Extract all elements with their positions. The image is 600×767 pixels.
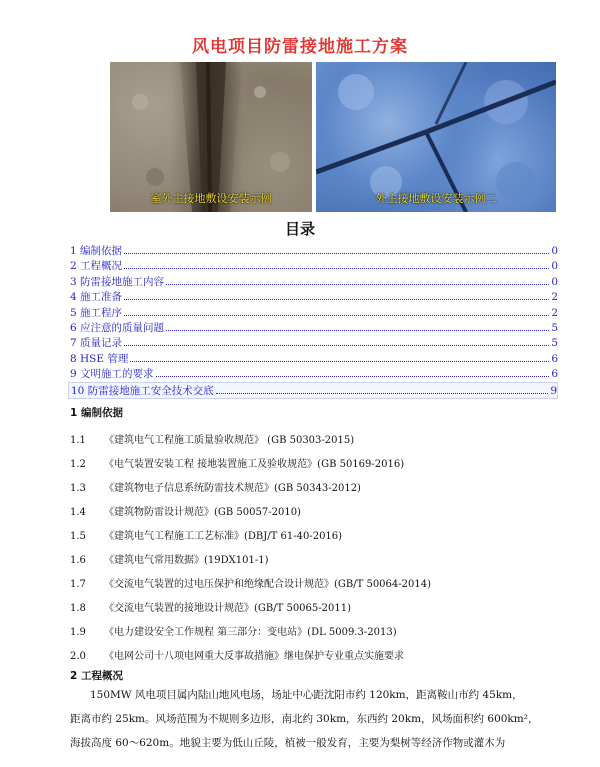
reference-item	[70, 551, 269, 566]
toc-item[interactable]	[70, 335, 558, 350]
reference-number: 1.1	[70, 435, 86, 446]
photo-outdoor-grounding	[110, 62, 312, 212]
toc-item-label: 9 文明施工的要求	[70, 368, 154, 381]
section-heading: 1 编制依据	[70, 407, 123, 419]
toc-item-label: 7 质量记录	[70, 337, 123, 350]
reference-number: 1.3	[70, 483, 86, 494]
reference-text: 《电力建设安全工作规程 第三部分：变电站》(DL 5009.3-2013)	[104, 627, 397, 638]
reference-item	[70, 503, 301, 518]
toc-item-page: 5	[551, 321, 558, 334]
reference-text: 《建筑物防雷设计规范》(GB 50057-2010)	[104, 507, 301, 518]
reference-number: 1.7	[70, 579, 86, 590]
table-of-contents	[70, 243, 558, 399]
photo-grounding-example	[316, 62, 556, 212]
paragraph-line: 海拔高度 60～620m。地貌主要为低山丘陵，植被一般发育，主要为梨树等经济作物或灌木为	[70, 737, 506, 749]
toc-leader	[156, 366, 550, 377]
reference-text: 《建筑物电子信息系统防雷技术规范》(GB 50343-2012)	[104, 483, 361, 494]
toc-leader	[124, 305, 549, 316]
toc-item-label: 3 防雷接地施工内容	[70, 275, 165, 288]
reference-text: 《建筑电气工程施工质量验收规范》 (GB 50303-2015)	[104, 435, 355, 446]
toc-leader	[166, 274, 549, 285]
reference-text: 《建筑电气常用数据》(19DX101-1)	[104, 555, 269, 566]
reference-number: 1.8	[70, 603, 86, 614]
toc-item-label: 8 HSE 管理	[70, 352, 129, 365]
paragraph-line: 距离市约 25km。风场范围为不规则多边形，南北约 30km，东西约 20km，风场面积约 600km²，	[70, 713, 539, 725]
reference-text: 《电网公司十八项电网重大反事故措施》继电保护专业重点实施要求	[104, 651, 404, 662]
reference-number: 1.6	[70, 555, 86, 566]
toc-item[interactable]	[70, 243, 558, 258]
toc-leader	[124, 258, 549, 269]
toc-item[interactable]	[70, 258, 558, 273]
toc-item-page: 6	[551, 352, 558, 365]
paragraph-line: 150MW 风电项目属内陆山地风电场，场址中心距沈阳市约 120km，距离鞍山市约 45km，	[90, 689, 523, 701]
project-overview-paragraph	[70, 683, 562, 755]
toc-item[interactable]	[70, 274, 558, 289]
toc-item-page: 0	[551, 275, 558, 288]
toc-item[interactable]	[70, 289, 558, 304]
toc-item-selected[interactable]	[68, 382, 558, 399]
reference-number: 1.9	[70, 627, 86, 638]
reference-item	[70, 455, 404, 470]
reference-text: 《建筑电气工程施工工艺标准》(DBJ/T 61-40-2016)	[104, 531, 343, 542]
document-title: 风电项目防雷接地施工方案	[192, 37, 408, 57]
reference-item	[70, 575, 431, 590]
toc-leader	[124, 335, 549, 346]
toc-item[interactable]	[70, 305, 558, 320]
toc-item-page: 2	[551, 306, 558, 319]
toc-item-page: 9	[550, 384, 557, 397]
toc-item[interactable]	[70, 320, 558, 335]
reference-text: 《电气装置安装工程 接地装置施工及验收规范》(GB 50169-2016)	[104, 459, 405, 470]
toc-leader	[130, 351, 549, 362]
toc-item-page: 5	[551, 337, 558, 350]
reference-text: 《交流电气装置的过电压保护和绝缘配合设计规范》(GB/T 50064-2014)	[104, 579, 431, 590]
reference-number: 1.2	[70, 459, 86, 470]
photo-caption: 室外主接地敷设安装示例	[150, 192, 272, 205]
toc-leader	[166, 320, 549, 331]
toc-item-page: 2	[551, 291, 558, 304]
toc-item[interactable]	[70, 366, 558, 381]
reference-number: 1.5	[70, 531, 86, 542]
toc-leader	[216, 383, 549, 394]
reference-text: 《交流电气装置的接地设计规范》(GB/T 50065-2011)	[104, 603, 351, 614]
toc-item-page: 0	[551, 245, 558, 257]
toc-item[interactable]	[70, 351, 558, 366]
toc-item-label: 6 应注意的质量问题	[70, 321, 165, 334]
reference-item	[70, 623, 397, 638]
reference-number: 1.4	[70, 507, 86, 518]
toc-item-label: 1 编制依据	[70, 245, 123, 257]
toc-item-label: 2 工程概况	[70, 260, 123, 273]
reference-number: 2.0	[70, 651, 86, 662]
section-heading: 2 工程概况	[70, 670, 123, 682]
reference-item	[70, 647, 404, 662]
toc-leader	[124, 243, 549, 254]
reference-item	[70, 599, 351, 614]
toc-item-label: 10 防雷接地施工安全技术交底	[71, 384, 214, 397]
reference-item	[70, 479, 361, 494]
toc-item-page: 0	[551, 260, 558, 273]
toc-item-label: 5 施工程序	[70, 306, 123, 319]
toc-item-page: 6	[551, 368, 558, 381]
toc-item-label: 4 施工准备	[70, 291, 123, 304]
reference-item	[70, 527, 342, 542]
reference-item	[70, 431, 354, 446]
toc-leader	[124, 289, 549, 300]
toc-heading: 目录	[284, 220, 315, 238]
photo-caption: 外主接地敷设安装示例二	[375, 192, 497, 205]
